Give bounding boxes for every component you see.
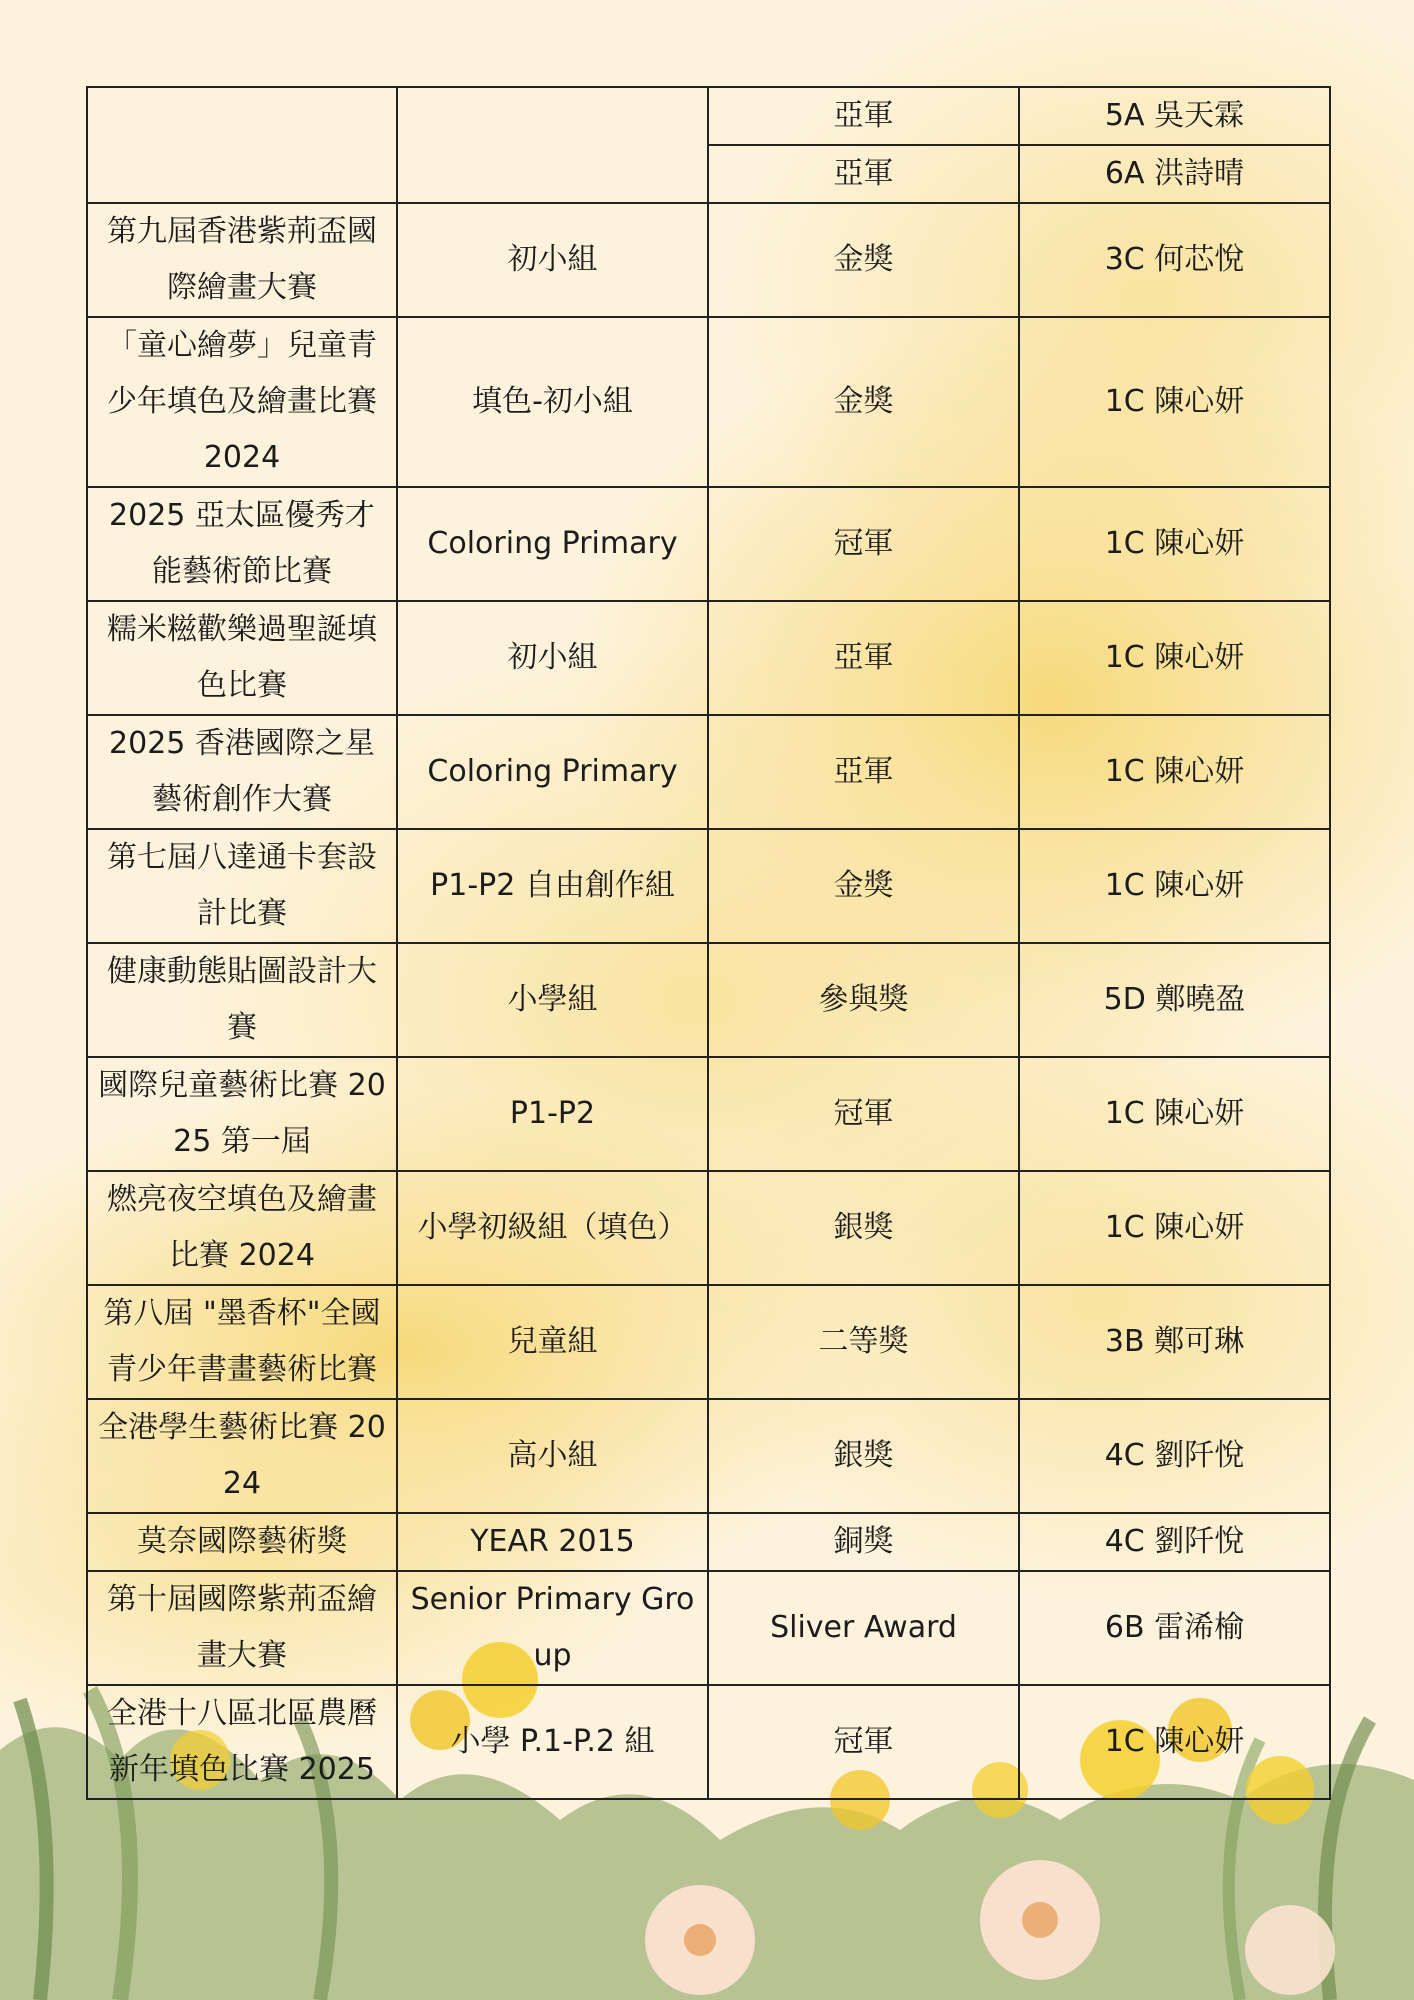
competition-cell: 「童心繪夢」兒童青少年填色及繪畫比賽 2024 [87,317,397,487]
table-row [87,487,1330,601]
winner-cell: 5A 吳天霖 [1019,87,1330,145]
table-row [87,715,1330,829]
winner-cell: 5D 鄭曉盈 [1019,943,1330,1057]
group-cell-continued [397,87,708,203]
table-row [87,1513,1330,1571]
award-cell: 冠軍 [708,1057,1019,1171]
group-cell: P1-P2 [397,1057,708,1171]
group-cell: YEAR 2015 [397,1513,708,1571]
award-cell: 冠軍 [708,487,1019,601]
winner-cell: 1C 陳心妍 [1019,317,1330,487]
winner-cell: 3B 鄭可琳 [1019,1285,1330,1399]
table-row [87,943,1330,1057]
winner-cell: 1C 陳心妍 [1019,1685,1330,1799]
competition-cell: 健康動態貼圖設計大賽 [87,943,397,1057]
competition-cell: 2025 亞太區優秀才能藝術節比賽 [87,487,397,601]
competition-cell: 2025 香港國際之星藝術創作大賽 [87,715,397,829]
group-cell: 兒童組 [397,1285,708,1399]
competition-cell: 全港十八區北區農曆新年填色比賽 2025 [87,1685,397,1799]
winner-cell: 1C 陳心妍 [1019,601,1330,715]
table-row [87,1399,1330,1513]
table-row [87,601,1330,715]
award-cell: 金獎 [708,317,1019,487]
competition-cell-continued [87,87,397,203]
table-row [87,1685,1330,1799]
award-cell: 冠軍 [708,1685,1019,1799]
winner-cell: 1C 陳心妍 [1019,1171,1330,1285]
group-cell: Coloring Primary [397,715,708,829]
group-cell: 小學組 [397,943,708,1057]
winner-cell: 3C 何芯悅 [1019,203,1330,317]
award-cell: 二等獎 [708,1285,1019,1399]
group-cell: Senior Primary Group [397,1571,708,1685]
award-cell: 銀獎 [708,1171,1019,1285]
table-row [87,203,1330,317]
award-cell: 亞軍 [708,145,1019,203]
group-cell: 初小組 [397,203,708,317]
award-cell: 亞軍 [708,601,1019,715]
winner-cell: 6B 雷浠榆 [1019,1571,1330,1685]
winner-cell: 1C 陳心妍 [1019,829,1330,943]
competition-cell: 第八屆 "墨香杯"全國青少年書畫藝術比賽 [87,1285,397,1399]
winner-cell: 4C 劉阡悅 [1019,1399,1330,1513]
awards-table [86,86,1331,1800]
award-cell: 亞軍 [708,87,1019,145]
winner-cell: 1C 陳心妍 [1019,1057,1330,1171]
table-row [87,1171,1330,1285]
group-cell: 小學 P.1-P.2 組 [397,1685,708,1799]
table-row [87,1057,1330,1171]
group-cell: 高小組 [397,1399,708,1513]
winner-cell: 1C 陳心妍 [1019,487,1330,601]
table-row [87,87,1330,145]
competition-cell: 國際兒童藝術比賽 2025 第一屆 [87,1057,397,1171]
group-cell: 小學初級組（填色） [397,1171,708,1285]
winner-cell: 6A 洪詩晴 [1019,145,1330,203]
table-row [87,1571,1330,1685]
award-cell: 亞軍 [708,715,1019,829]
table-row [87,317,1330,487]
award-cell: 金獎 [708,203,1019,317]
competition-cell: 燃亮夜空填色及繪畫比賽 2024 [87,1171,397,1285]
competition-cell: 第九屆香港紫荊盃國際繪畫大賽 [87,203,397,317]
table-row [87,1285,1330,1399]
competition-cell: 第十屆國際紫荊盃繪畫大賽 [87,1571,397,1685]
table-row [87,829,1330,943]
competition-cell: 全港學生藝術比賽 2024 [87,1399,397,1513]
award-cell: 銀獎 [708,1399,1019,1513]
group-cell: P1-P2 自由創作組 [397,829,708,943]
winner-cell: 1C 陳心妍 [1019,715,1330,829]
group-cell: 填色-初小組 [397,317,708,487]
group-cell: 初小組 [397,601,708,715]
award-cell: 金獎 [708,829,1019,943]
winner-cell: 4C 劉阡悅 [1019,1513,1330,1571]
competition-cell: 莫奈國際藝術獎 [87,1513,397,1571]
award-cell: Sliver Award [708,1571,1019,1685]
award-cell: 參與獎 [708,943,1019,1057]
competition-cell: 糯米糍歡樂過聖誕填色比賽 [87,601,397,715]
group-cell: Coloring Primary [397,487,708,601]
competition-cell: 第七屆八達通卡套設計比賽 [87,829,397,943]
award-cell: 銅獎 [708,1513,1019,1571]
